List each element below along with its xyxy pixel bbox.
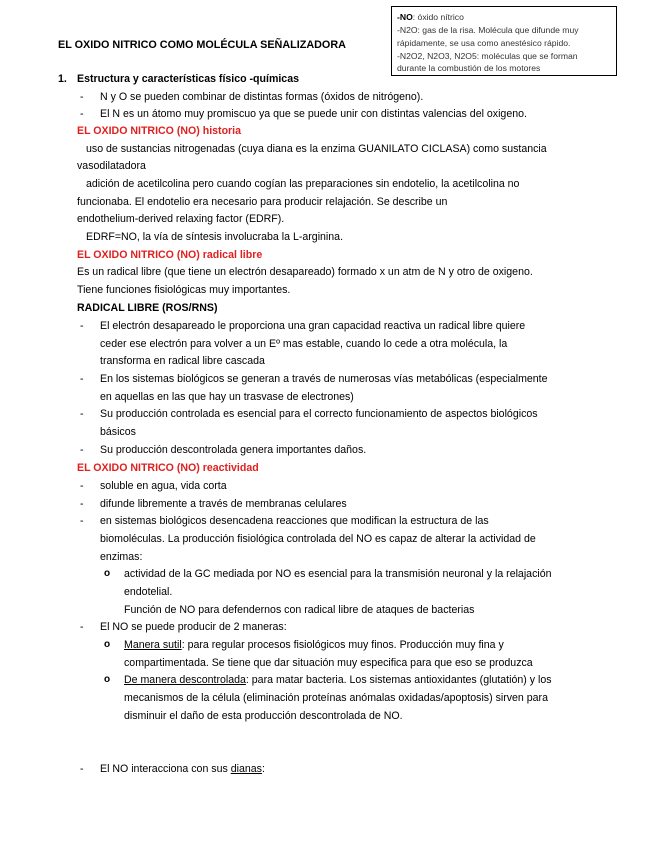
react-sub-3c: disminuir el daño de esta producción descontrolada de NO. [124,710,403,722]
ros-item-2b: en aquellas en las que hay un trasvase de electrones) [100,391,354,403]
document-title: EL OXIDO NITRICO COMO MOLÉCULA SEÑALIZADORA [58,39,346,51]
section-heading: Estructura y características físico -químicas [77,73,299,85]
react-item-3c: enzimas: [100,551,143,563]
react-sub-2a: Manera sutil: para regular procesos fisiológicos muy finos. Producción muy fina y [124,639,504,651]
note-line-4: -N2O2, N2O3, N2O5: moléculas que se forman [397,51,578,61]
dash: - [80,763,84,775]
radical-p2: Tiene funciones fisiológicas muy importantes. [77,284,291,296]
react-item-3a: en sistemas biológicos desencadena reacciones que modifican la estructura de las [100,515,489,527]
react-sub-3a: De manera descontrolada: para matar bacteria. Los sistemas antioxidantes (glutatión) y los [124,674,552,686]
historia-p1b: vasodilatadora [77,160,146,172]
react-sub-1a: actividad de la GC mediada por NO es esencial para la transmisión neuronal y la relajación [124,568,552,580]
ros-item-4: Su producción descontrolada genera importantes daños. [100,444,367,456]
historia-heading: EL OXIDO NITRICO (NO) historia [77,125,242,137]
ros-heading: RADICAL LIBRE (ROS/RNS) [77,302,218,314]
historia-p2a: adición de acetilcolina pero cuando cogían las preparaciones sin endotelio, la acetilcolina no [86,178,520,190]
radical-heading: EL OXIDO NITRICO (NO) radical libre [77,249,263,261]
react-item-5: El NO interacciona con sus dianas: [100,763,265,775]
ros-item-1a: El electrón desapareado le proporciona una gran capacidad reactiva un radical libre quiere [100,320,526,332]
historia-p2c: endothelium-derived relaxing factor (EDRF). [77,213,285,225]
ros-item-3a: Su producción controlada es esencial para el correcto funcionamiento de aspectos biológicos [100,408,538,420]
react-sub-1b: endotelial. [124,586,173,598]
s1-item-1: N y O se pueden combinar de distintas formas (óxidos de nitrógeno). [100,91,424,103]
dash: - [80,515,84,527]
react-sub-1c: Función de NO para defendernos con radical libre de ataques de bacterias [124,604,475,616]
ros-item-1b: ceder ese electrón para volver a un Eº mas estable, cuando lo cede a otra molécula, la [100,338,508,350]
note-line-1: -NO: óxido nítrico [397,12,464,22]
dash: - [80,444,84,456]
radical-p1: Es un radical libre (que tiene un electrón desapareado) formado x un atm de N y otro de oxigeno. [77,266,533,278]
bullet: o [104,674,111,685]
ros-item-1c: transforma en radical libre cascada [100,355,265,367]
react-item-2: difunde libremente a través de membranas celulares [100,498,347,510]
dash: - [80,480,84,492]
ros-item-2a: En los sistemas biológicos se generan a través de numerosas vías metabólicas (especialmente [100,373,548,385]
react-sub-3b: mecanismos de la célula (eliminación proteínas anómalas oxidadas/apoptosis) sirven para [124,692,548,704]
s1-item-2: El N es un átomo muy promiscuo ya que se puede unir con distintas valencias del oxigeno. [100,108,527,120]
note-line-5: durante la combustión de los motores [397,63,541,73]
react-sub-2b: compartimentada. Se tiene que dar situación muy especifica para que eso se produzca [124,657,533,669]
section-number: 1. [58,73,67,85]
dash: - [80,373,84,385]
dash: - [80,621,84,633]
historia-p2b: funcionaba. El endotelio era necesario para producir relajación. Se describe un [77,196,448,208]
ros-item-3b: básicos [100,426,136,438]
note-line-3: rápidamente, se usa como anestésico rápido. [397,38,571,48]
dash: - [80,320,84,332]
reactividad-heading: EL OXIDO NITRICO (NO) reactividad [77,462,259,474]
react-item-3b: biomoléculas. La producción fisiológica controlada del NO es capaz de alterar la actividad de [100,533,536,545]
bullet: o [104,639,111,650]
historia-p1a: uso de sustancias nitrogenadas (cuya diana es la enzima GUANILATO CICLASA) como sustancia [86,143,547,155]
historia-p3: EDRF=NO, la vía de síntesis involucraba la L-arginina. [86,231,344,243]
dash: - [80,91,84,103]
dash: - [80,498,84,510]
dash: - [80,108,84,120]
react-item-1: soluble en agua, vida corta [100,480,227,492]
note-line-2: -N2O: gas de la risa. Molécula que difunde muy [397,25,579,35]
react-item-4: El NO se puede producir de 2 maneras: [100,621,287,633]
note-box [391,6,617,76]
bullet: o [104,568,111,579]
dash: - [80,408,84,420]
